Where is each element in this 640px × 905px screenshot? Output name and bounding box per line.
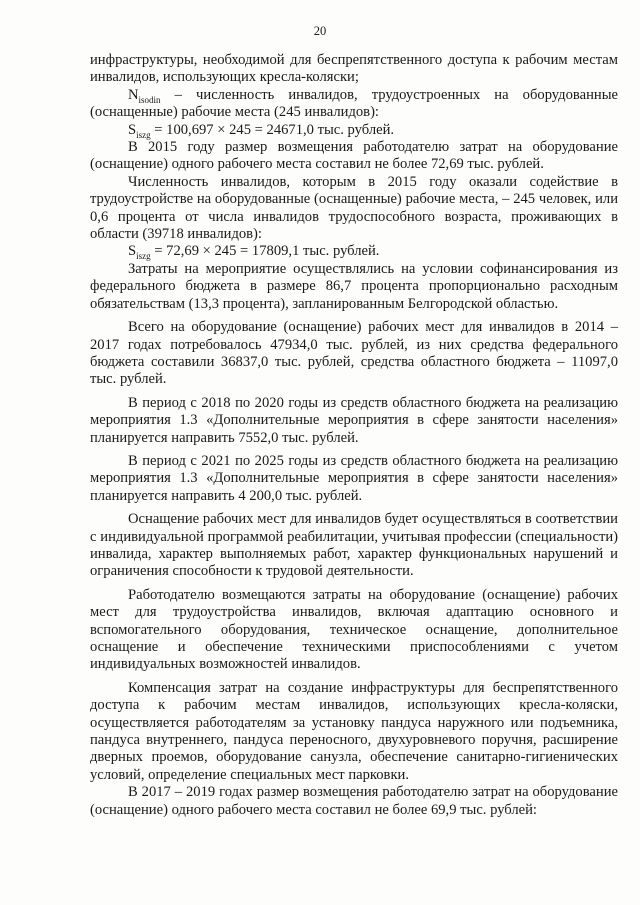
- paragraph-4: В 2015 году размер возмещения работодателю затрат на оборудование (оснащение) одного рабочего места составил не более 72,69 тыс. рублей.: [90, 139, 618, 173]
- variable-symbol: S: [128, 121, 137, 138]
- paragraph-11: Оснащение рабочих мест для инвалидов будет осуществляться в соответствии с индивидуальной программой реабилитации, учитывая профессии (специальности) инвалида, характер выполняемых работ, характер функциональных нарушений и ограничения способности к трудовой деятельности.: [90, 511, 618, 580]
- formula-expression: = 72,69 × 245 = 17809,1 тыс. рублей.: [150, 243, 380, 260]
- variable-subscript: isodin: [138, 94, 161, 105]
- paragraph-14: В 2017 – 2019 годах размер возмещения работодателю затрат на оборудование (оснащение) одного рабочего места составил не более 69,9 тыс. рублей:: [90, 784, 618, 818]
- paragraph-6-formula: [90, 243, 618, 260]
- paragraph-9: В период с 2018 по 2020 годы из средств областного бюджета на реализацию мероприятия 1.3 «Дополнительные мероприятия в сфере занятости населения» планируется направить 7552,0 тыс. рублей.: [90, 394, 618, 446]
- page-number: 20: [313, 24, 327, 38]
- paragraph-2-formula-definition: [90, 87, 618, 122]
- variable-symbol: S: [128, 243, 137, 260]
- variable-symbol: N: [128, 86, 139, 103]
- paragraph-13: Компенсация затрат на создание инфраструктуры для беспрепятственного доступа к рабочим местам инвалидов, использующих кресла-коляски, осуществляется работодателям за установку пандуса наружного или подъемника, пандуса внутреннего, пандуса переносного, двухуровневого поручня, расширение дверных проемов, оборудование санузла, обеспечение санитарно-гигиенических условий, определение специальных мест парковки.: [90, 679, 618, 783]
- variable-subscript: iszg: [136, 129, 151, 140]
- paragraph-8: Всего на оборудование (оснащение) рабочих мест для инвалидов в 2014 – 2017 годах потребовалось 47934,0 тыс. рублей, из них средства федерального бюджета составили 36837,0 тыс. рублей, средства областного бюджета – 11097,0 тыс. рублей.: [90, 319, 618, 388]
- paragraph-10: В период с 2021 по 2025 годы из средств областного бюджета на реализацию мероприятия 1.3 «Дополнительные мероприятия в сфере занятости населения» планируется направить 4 200,0 тыс. рублей.: [90, 452, 618, 504]
- paragraph-1: инфраструктуры, необходимой для беспрепятственного доступа к рабочим местам инвалидов, использующих кресла-коляски;: [90, 52, 618, 86]
- variable-definition: – численность инвалидов, трудоустроенных на оборудованные (оснащенные) рабочие места (245 инвалидов):: [90, 86, 618, 121]
- paragraph-5: Численность инвалидов, которым в 2015 году оказали содействие в трудоустройстве на оборудованные (оснащенные) рабочие места, – 245 человек, или 0,6 процента от числа инвалидов трудоспособного возраста, проживающих в области (39718 инвалидов):: [90, 173, 618, 243]
- paragraph-3-formula: [90, 122, 618, 139]
- variable-subscript: iszg: [136, 251, 151, 262]
- document-body: [90, 52, 618, 819]
- paragraph-7: Затраты на мероприятие осуществлялись на условии софинансирования из федерального бюджета в размере 86,7 процента пропорционально расходным обязательствам (13,3 процента), запланированным Белгородской областью.: [90, 260, 618, 312]
- formula-expression: = 100,697 × 245 = 24671,0 тыс. рублей.: [150, 121, 395, 138]
- paragraph-12: Работодателю возмещаются затраты на оборудование (оснащение) рабочих мест для трудоустройства инвалидов, включая адаптацию основного и вспомогательного оборудования, техническое оснащение, дополнительное оснащение и обеспечение техническими приспособлениями с учетом индивидуальных возможностей инвалидов.: [90, 586, 618, 673]
